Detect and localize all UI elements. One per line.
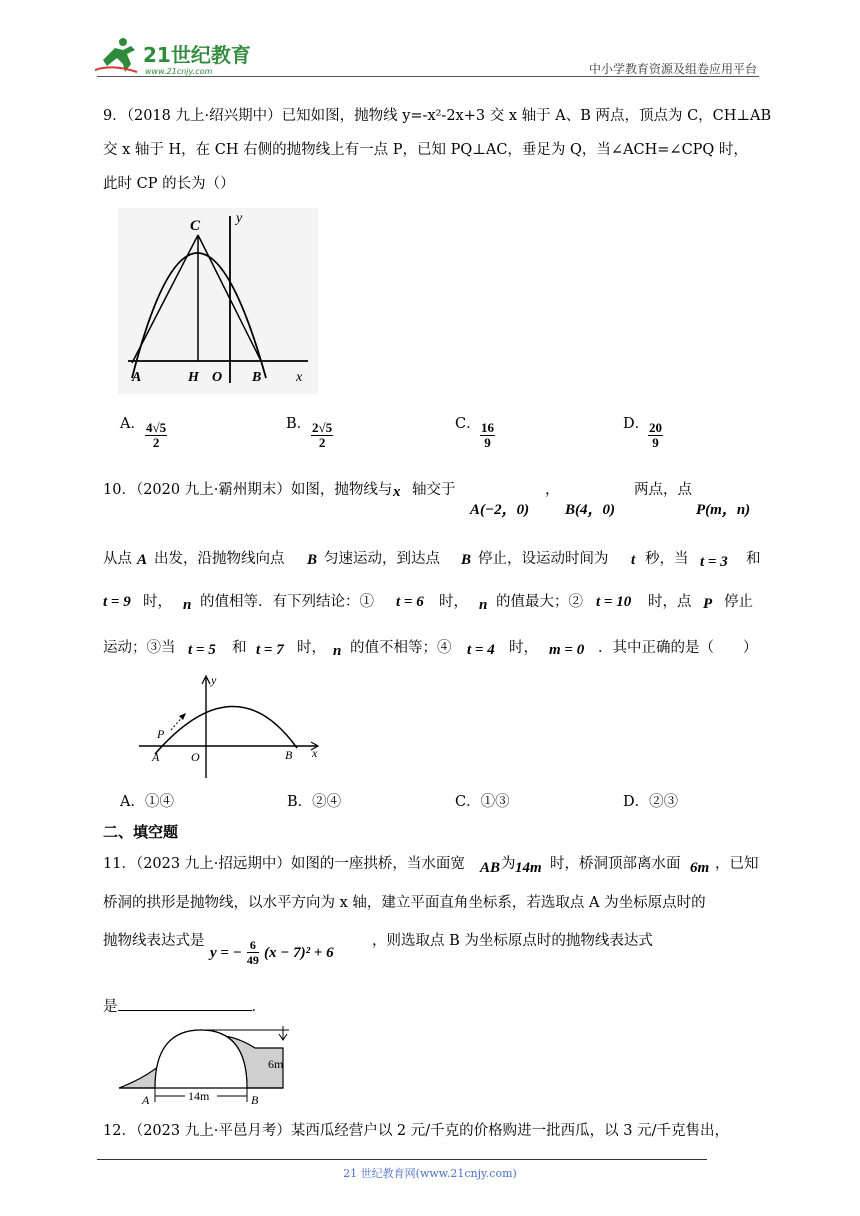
q10-l3e: 时，点 bbox=[648, 594, 692, 610]
q10-l3f: 停止 bbox=[724, 594, 753, 610]
q10-l4f: ．其中正确的是（ ） bbox=[598, 640, 758, 656]
q10-t9: t = 9 bbox=[103, 594, 131, 610]
q10-l2f: 和 bbox=[746, 551, 761, 567]
q10-l2d: 停止，设运动时间为 bbox=[478, 551, 609, 567]
label-x: x bbox=[312, 746, 318, 760]
q10-option-d[interactable]: D．②③ bbox=[623, 794, 679, 810]
q10-l4e: 时， bbox=[509, 640, 538, 656]
q10-l2c: 匀速运动，到达点 bbox=[324, 551, 440, 567]
q10-option-c[interactable]: C．①③ bbox=[455, 794, 510, 810]
label-b: B bbox=[252, 370, 262, 385]
q10-l2e: 秒，当 bbox=[645, 551, 689, 567]
q10-n3: n bbox=[333, 643, 342, 659]
q10-l2a: 从点 bbox=[103, 551, 132, 567]
label-o: O bbox=[212, 370, 223, 385]
q10-l3d: 的值最大；② bbox=[496, 594, 583, 610]
q11-ab: AB bbox=[480, 860, 501, 876]
q10-var-b2: B bbox=[461, 552, 472, 568]
q10-n1: n bbox=[183, 597, 192, 613]
q10-var-p: P bbox=[703, 596, 713, 612]
q10-t7: t = 7 bbox=[256, 642, 284, 658]
q9-option-d[interactable]: D． bbox=[623, 416, 650, 432]
q10-point-a: A(−2，0) bbox=[470, 502, 530, 518]
q10-l4d: 的值不相等；④ bbox=[350, 640, 452, 656]
q10-l4a: 运动；③当 bbox=[103, 640, 176, 656]
q11-l3a: 抛物线表达式是 bbox=[103, 933, 205, 949]
label-a: A bbox=[132, 370, 142, 385]
footer-rule bbox=[97, 1159, 707, 1160]
q11-l1d: ，已知 bbox=[715, 856, 759, 872]
q11-l1b: 为 bbox=[501, 856, 516, 872]
runner-icon bbox=[95, 38, 137, 72]
q11-l2: 桥洞的拱形是抛物线，以水平方向为 x 轴，建立平面直角坐标系，若选取点 A 为坐标原点时的 bbox=[103, 895, 706, 911]
label-a: A bbox=[152, 750, 160, 764]
answer-blank[interactable] bbox=[118, 996, 252, 1011]
header-platform-text: 中小学教育资源及组卷应用平台 bbox=[588, 62, 757, 76]
q9-line3: 此时 CP 的长为（） bbox=[103, 176, 235, 192]
label-14m: 14m bbox=[188, 1089, 210, 1103]
label-h: H bbox=[188, 370, 199, 385]
q10-t5: t = 5 bbox=[188, 642, 216, 658]
q10-x: x bbox=[393, 484, 401, 500]
svg-text:www.21cnjy.com: www.21cnjy.com bbox=[145, 67, 213, 76]
label-x: x bbox=[296, 370, 303, 385]
label-o: O bbox=[191, 750, 200, 764]
label-y: y bbox=[236, 211, 243, 226]
parabola bbox=[155, 706, 297, 754]
q9-line2: 交 x 轴于 H，在 CH 右侧的抛物线上有一点 P，已知 PQ⊥AC，垂足为 Q，当∠ACH=∠CPQ 时， bbox=[103, 142, 748, 158]
label-c: C bbox=[190, 218, 201, 234]
q11-height: 6m bbox=[690, 860, 710, 876]
q9-option-b[interactable]: B． bbox=[286, 416, 312, 432]
q11-l1a: 11．（2023 九上·招远期中）如图的一座拱桥，当水面宽 bbox=[103, 856, 465, 872]
q10-option-b[interactable]: B．②④ bbox=[287, 794, 342, 810]
q10-point-p: P(m，n) bbox=[696, 502, 751, 518]
site-logo bbox=[93, 34, 263, 78]
q10-var-t: t bbox=[631, 552, 636, 568]
label-p: P bbox=[157, 727, 165, 741]
label-6m: 6m bbox=[268, 1057, 284, 1071]
footer-text: 21 世纪教育网(www.21cnjy.com) bbox=[343, 1167, 517, 1180]
q10-axis-text: 轴交于 bbox=[412, 482, 456, 498]
q12-l1: 12．（2023 九上·平邑月考）某西瓜经营户以 2 元/千克的价格购进一批西瓜，以 3 元/千克售出， bbox=[103, 1123, 729, 1139]
q11-l1c: 时，桥洞顶部离水面 bbox=[550, 856, 681, 872]
section-title: 二、填空题 bbox=[103, 823, 179, 841]
q10-point-b: B(4，0) bbox=[565, 502, 615, 518]
q10-l3b: 的值相等．有下列结论：① bbox=[200, 594, 374, 610]
q11-figure bbox=[115, 1026, 305, 1106]
q10-m0: m = 0 bbox=[549, 642, 585, 658]
q10-two-points: 两点，点 bbox=[634, 482, 692, 498]
q11-answer-line: 是 ． bbox=[103, 996, 266, 1017]
q10-figure bbox=[135, 670, 325, 782]
q10-l2b: 出发，沿抛物线向点 bbox=[154, 551, 285, 567]
q10-t3: t = 3 bbox=[700, 554, 728, 570]
q9-option-c-frac: $\frac{16}{9}$ bbox=[481, 420, 494, 450]
svg-text:21世纪教育: 21世纪教育 bbox=[143, 43, 251, 67]
q10-l3c: 时， bbox=[439, 594, 468, 610]
label-a: A bbox=[142, 1093, 150, 1106]
q10-t10: t = 10 bbox=[596, 594, 632, 610]
q9-figure bbox=[118, 208, 318, 394]
label-b: B bbox=[251, 1093, 259, 1106]
q11-l3b: ，则选取点 B 为坐标原点时的抛物线表达式 bbox=[372, 933, 653, 949]
q10-var-b: B bbox=[307, 552, 318, 568]
q9-option-a-frac: $\frac{4√5}{2}$ bbox=[146, 420, 167, 450]
label-y: y bbox=[211, 673, 217, 687]
q10-l4b: 和 bbox=[232, 640, 247, 656]
header-rule bbox=[97, 76, 759, 77]
q9-line1: 9．（2018 九上·绍兴期中）已知如图，抛物线 y=-x²-2x+3 交 x 轴于 A、B 两点，顶点为 C，CH⊥AB bbox=[103, 108, 772, 124]
q9-option-a[interactable]: A． bbox=[120, 416, 145, 432]
q10-t4: t = 4 bbox=[467, 642, 495, 658]
q10-var-a: A bbox=[137, 552, 148, 568]
q9-option-b-frac: $\frac{2√5}{2}$ bbox=[312, 420, 333, 450]
q10-l3a: 时， bbox=[143, 594, 172, 610]
q10-l4c: 时， bbox=[297, 640, 326, 656]
q10-comma: ， bbox=[545, 482, 560, 498]
q10-option-a[interactable]: A．①④ bbox=[120, 794, 174, 810]
label-b: B bbox=[285, 748, 293, 762]
q11-width: 14m bbox=[515, 860, 542, 876]
q11-equation: y = − $\frac{6}{49}$ (x − 7)² + 6 bbox=[210, 938, 334, 967]
q9-option-c[interactable]: C． bbox=[455, 416, 481, 432]
q10-intro: 10．（2020 九上·霸州期末）如图，抛物线与 bbox=[103, 482, 393, 498]
q10-t6: t = 6 bbox=[396, 594, 424, 610]
q9-option-d-frac: $\frac{20}{9}$ bbox=[649, 420, 662, 450]
q10-n2: n bbox=[479, 597, 488, 613]
